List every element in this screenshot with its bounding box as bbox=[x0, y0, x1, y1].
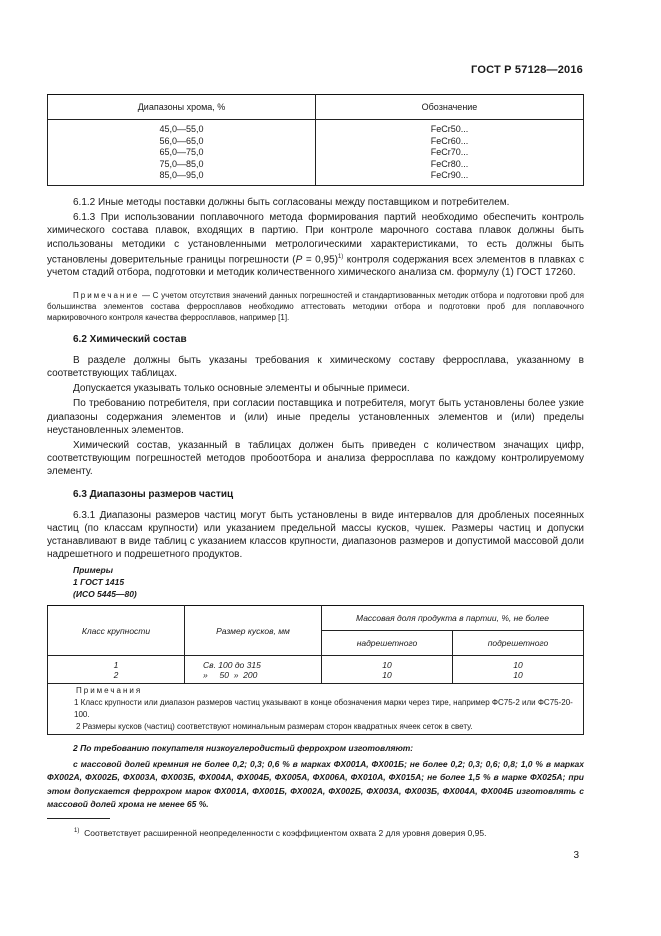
col-header-chromium-range: Диапазоны хрома, % bbox=[48, 95, 316, 120]
document-id-header: ГОСТ Р 57128—2016 bbox=[471, 64, 583, 76]
note-1: Примечание — С учетом отсутствия значений данных погрешностей и стандартизованных методик отбора и подготовки проб для большинства элементов состава ферросплавов необходимо аттестовать методики отбора и подготовки проб для поплавочного маркировочного контроля качества ферросплавов, например [1]. bbox=[47, 290, 584, 322]
example-1-iso: (ИСО 5445—80) bbox=[73, 588, 137, 599]
paragraph-6-1-3: 6.1.3 При использовании поплавочного метода формирования партий необходимо обеспечить контроль химического состава плавок, входящих в партию. При контроле марочного состава плавок должны быть использованы методики с установленными метрологическими характеристиками, то есть должны быть установлены доверительные границы погрешности (P = 0,95)$^{1)}$ контроля содержания всех элементов в плавках с учетом стадий отбора, подготовки и методик количественного химического анализа см. формулу (1) ГОСТ 17260. bbox=[47, 212, 584, 279]
example-2-block bbox=[47, 742, 584, 812]
designation-cell: FeCr80... bbox=[430, 158, 469, 169]
paragraph-6-2-d: Химический состав, указанный в таблицах должен быть приведен с количеством значащих цифр, соответствующим погрешностей методов пробоотбора и анализа ферросплава по каждому контролируемому элементу. bbox=[47, 439, 584, 478]
col-header-undersize: подрешетного bbox=[452, 631, 583, 656]
examples-block bbox=[73, 565, 137, 600]
range-cell: 56,0—65,0 bbox=[159, 135, 204, 146]
col-header-oversize: надрешетного bbox=[322, 631, 453, 656]
footnote-reference: 1) bbox=[337, 253, 344, 260]
paragraph-6-3-1: 6.3.1 Диапазоны размеров частиц могут быть установлены в виде интервалов для дробленых посеянных частиц (по классам крупности) или указанием предельной массы кусков, чушек. Размеры частиц и допуски устанавливают в виде таблиц с указанием классов крупности, диапазонов размеров и допустимой массовой доли надрешетного и подрешетного продуктов. bbox=[47, 509, 584, 561]
col-header-size: Размер кусков, мм bbox=[185, 606, 322, 656]
paragraph-6-2-b: Допускается указывать только основные элементы и обычные примеси. bbox=[73, 383, 410, 395]
main-text bbox=[47, 196, 584, 562]
paragraph-6-1-2: 6.1.2 Иные методы поставки должны быть согласованы между поставщиком и потребителем. bbox=[73, 197, 510, 208]
range-cell: 65,0—75,0 bbox=[159, 147, 204, 157]
footnote-divider bbox=[47, 818, 110, 819]
col-header-designation: Обозначение bbox=[316, 95, 584, 120]
range-cell: 75,0—85,0 bbox=[159, 158, 204, 169]
designation-cell: FeCr90... bbox=[430, 170, 469, 180]
col-header-mass-fraction: Массовая доля продукта в партии, %, не более bbox=[322, 606, 584, 631]
example-1-gost: 1 ГОСТ 1415 bbox=[73, 576, 125, 587]
notes-label: Примечания bbox=[76, 686, 143, 695]
example-2-title: 2 По требованию покупателя низкоуглеродистый феррохром изготовляют: bbox=[73, 743, 414, 753]
examples-title: Примеры bbox=[73, 565, 113, 575]
section-6-2-heading: 6.2 Химический состав bbox=[73, 333, 187, 345]
designation-cell: FeCr60... bbox=[430, 135, 469, 146]
footnote: $^{1)}$ Соответствует расширенной неопределенности с коэффициентом охвата 2 для уровня доверия 0,95. bbox=[74, 828, 487, 838]
designation-cell: FeCr50... bbox=[430, 124, 469, 134]
example-2-text: с массовой долей кремния не более 0,2; 0,3; 0,6 % в марках ФХ001А, ФХ001Б; не более 0,2; 0,3; 0,6; 0,8; 1,0 % в марках ФХ002А, ФХ002Б, ФХ003А, ФХ003Б, ФХ004А, ФХ004Б, ФХ005А, ФХ006А, ФХ010А, ФХ015А; не более 1,5 % в марке ФХ025А; при этом допускается феррохром марок ФХ001А, ФХ001Б, ФХ002А, ФХ002Б, ФХ003А, ФХ003Б, ФХ004А, ФХ004Б изготовлять с массовой долей хрома не менее 65 %. bbox=[47, 758, 584, 810]
section-6-3-heading: 6.3 Диапазоны размеров частиц bbox=[73, 488, 234, 500]
table-notes bbox=[47, 683, 584, 735]
range-cell: 85,0—95,0 bbox=[159, 170, 204, 180]
paragraph-6-2-c: По требованию потребителя, при согласии поставщика и потребителя, могут быть установлены более узкие диапазоны содержания элементов и (или) иные пределы установленных элементов и (или) пределы неустановленных элементов. bbox=[47, 398, 584, 436]
chromium-range-table bbox=[47, 94, 584, 186]
designation-cell: FeCr70... bbox=[430, 147, 469, 157]
table-row bbox=[48, 120, 584, 186]
page-number: 3 bbox=[573, 850, 579, 861]
table-row: 1 2 Св. 100 до 315 » 50 » 200 10 10 10 10 bbox=[48, 656, 584, 684]
range-cell: 45,0—55,0 bbox=[159, 124, 204, 134]
paragraph-6-2-a: В разделе должны быть указаны требования к химическому составу ферросплава, указанному в соответствующих таблицах. bbox=[47, 354, 584, 379]
table-note-2: 2 Размеры кусков (частиц) соответствуют номинальным размерам сторон квадратных ячеек сеток в свету. bbox=[76, 722, 473, 731]
particle-size-table bbox=[47, 605, 584, 684]
table-note-1: 1 Класс крупности или диапазон размеров частиц указывают в конце обозначения марки через тире, например ФС75-2 или ФС75-20-100. bbox=[74, 698, 573, 719]
col-header-class: Класс крупности bbox=[48, 606, 185, 656]
